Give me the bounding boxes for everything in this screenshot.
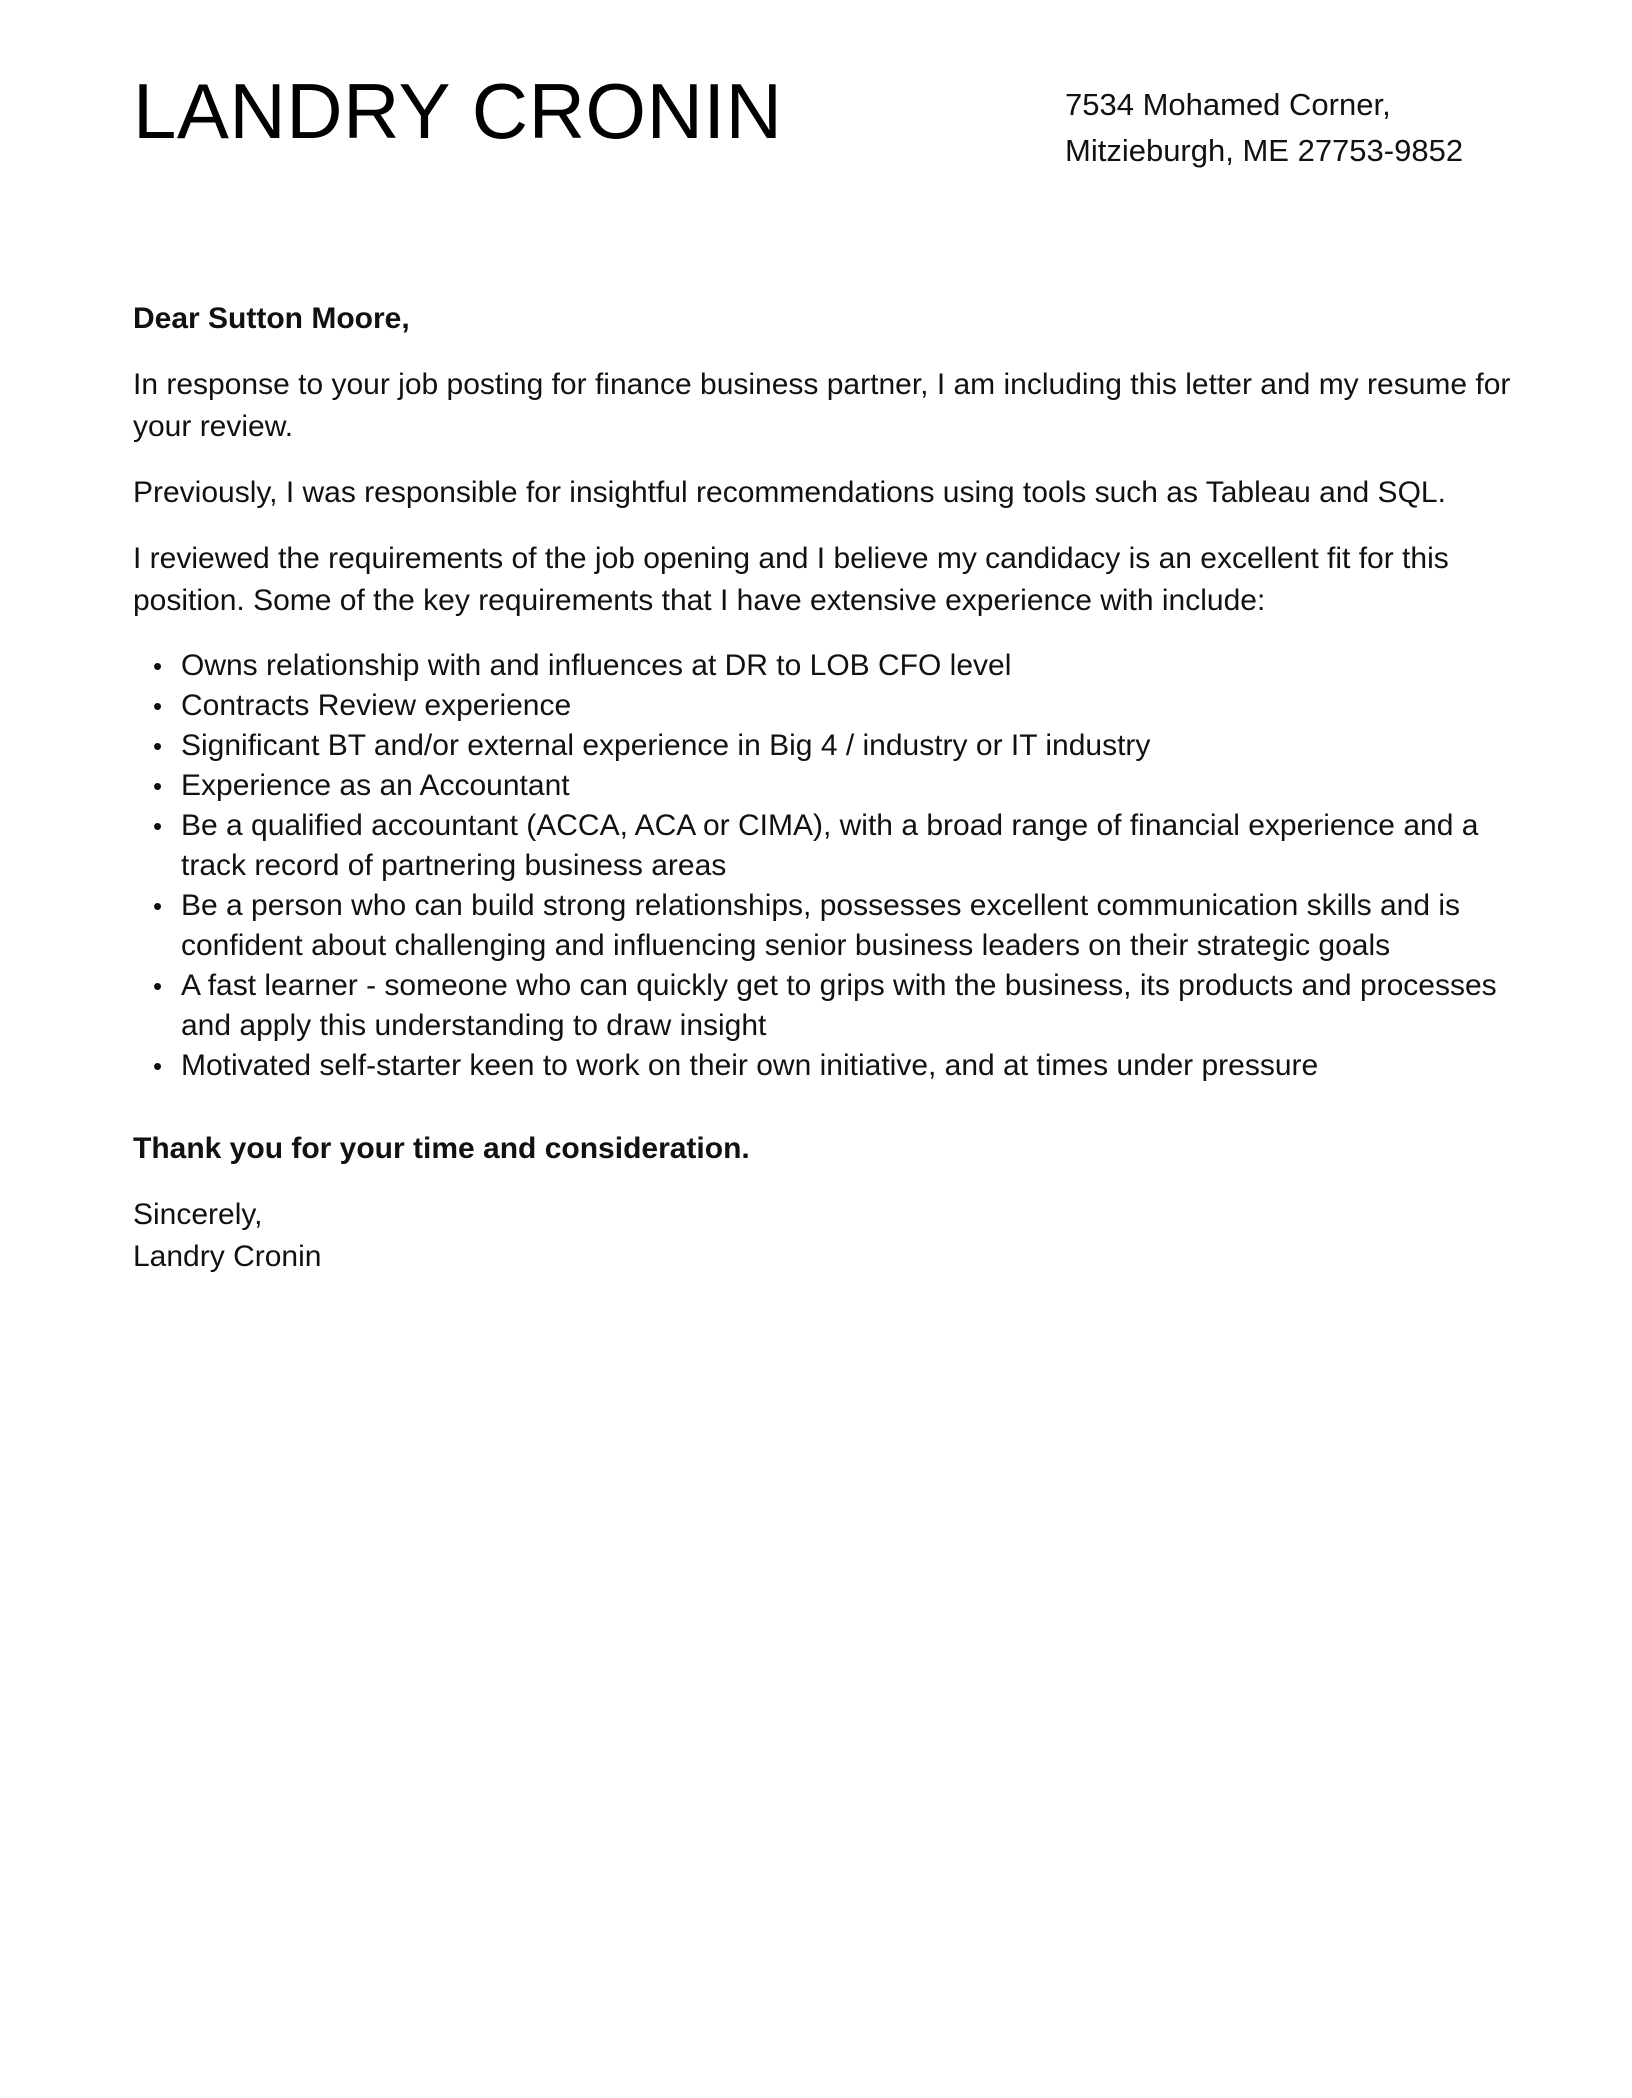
bullet-icon: • — [153, 771, 163, 801]
requirement-text: A fast learner - someone who can quickly get to grips with the business, its products and processes and apply this understanding to draw insight — [181, 969, 1497, 1042]
requirement-text: Be a qualified accountant (ACCA, ACA or CIMA), with a broad range of financial experience and a track record of partnering business areas — [181, 809, 1479, 882]
list-item — [153, 766, 1513, 806]
bullet-icon: • — [153, 811, 163, 841]
bullet-icon: • — [153, 691, 163, 721]
address-line-2: Mitzieburgh, ME 27753-9852 — [1065, 133, 1464, 168]
bullet-icon: • — [153, 651, 163, 681]
bullet-icon: • — [153, 731, 163, 761]
list-item — [153, 1046, 1513, 1086]
letter-body — [133, 298, 1513, 1278]
experience-paragraph: Previously, I was responsible for insightful recommendations using tools such as Tableau and SQL. — [133, 476, 1446, 509]
bullet-icon: • — [153, 891, 163, 921]
requirements-list — [133, 646, 1513, 1086]
applicant-address — [1065, 82, 1525, 174]
list-item — [153, 646, 1513, 686]
address-line-1: 7534 Mohamed Corner, — [1065, 87, 1391, 122]
list-item — [153, 726, 1513, 766]
bullet-icon: • — [153, 971, 163, 1001]
requirement-text: Significant BT and/or external experience in Big 4 / industry or IT industry — [181, 729, 1151, 762]
requirement-text: Be a person who can build strong relationships, possesses excellent communication skills and is confident about challenging and influencing senior business leaders on their strategic goals — [181, 889, 1460, 962]
intro-paragraph: In response to your job posting for finance business partner, I am including this letter and my resume for your review. — [133, 368, 1511, 443]
list-item — [153, 886, 1513, 966]
applicant-name: LANDRY CRONIN — [133, 67, 783, 155]
bullet-icon: • — [153, 1051, 163, 1081]
greeting: Dear Sutton Moore, — [133, 302, 410, 335]
requirement-text: Motivated self-starter keen to work on their own initiative, and at times under pressure — [181, 1049, 1319, 1082]
signature: Landry Cronin — [133, 1240, 322, 1273]
list-item — [153, 966, 1513, 1046]
list-item — [153, 686, 1513, 726]
requirements-intro-paragraph: I reviewed the requirements of the job opening and I believe my candidacy is an excellent fit for this position. Some of the key requirements that I have extensive experience with include: — [133, 542, 1449, 617]
thanks-line: Thank you for your time and consideration. — [133, 1132, 750, 1165]
closing: Sincerely, — [133, 1198, 263, 1231]
list-item — [153, 806, 1513, 886]
requirement-text: Experience as an Accountant — [181, 769, 570, 802]
requirement-text: Owns relationship with and influences at DR to LOB CFO level — [181, 649, 1012, 682]
requirement-text: Contracts Review experience — [181, 689, 572, 722]
